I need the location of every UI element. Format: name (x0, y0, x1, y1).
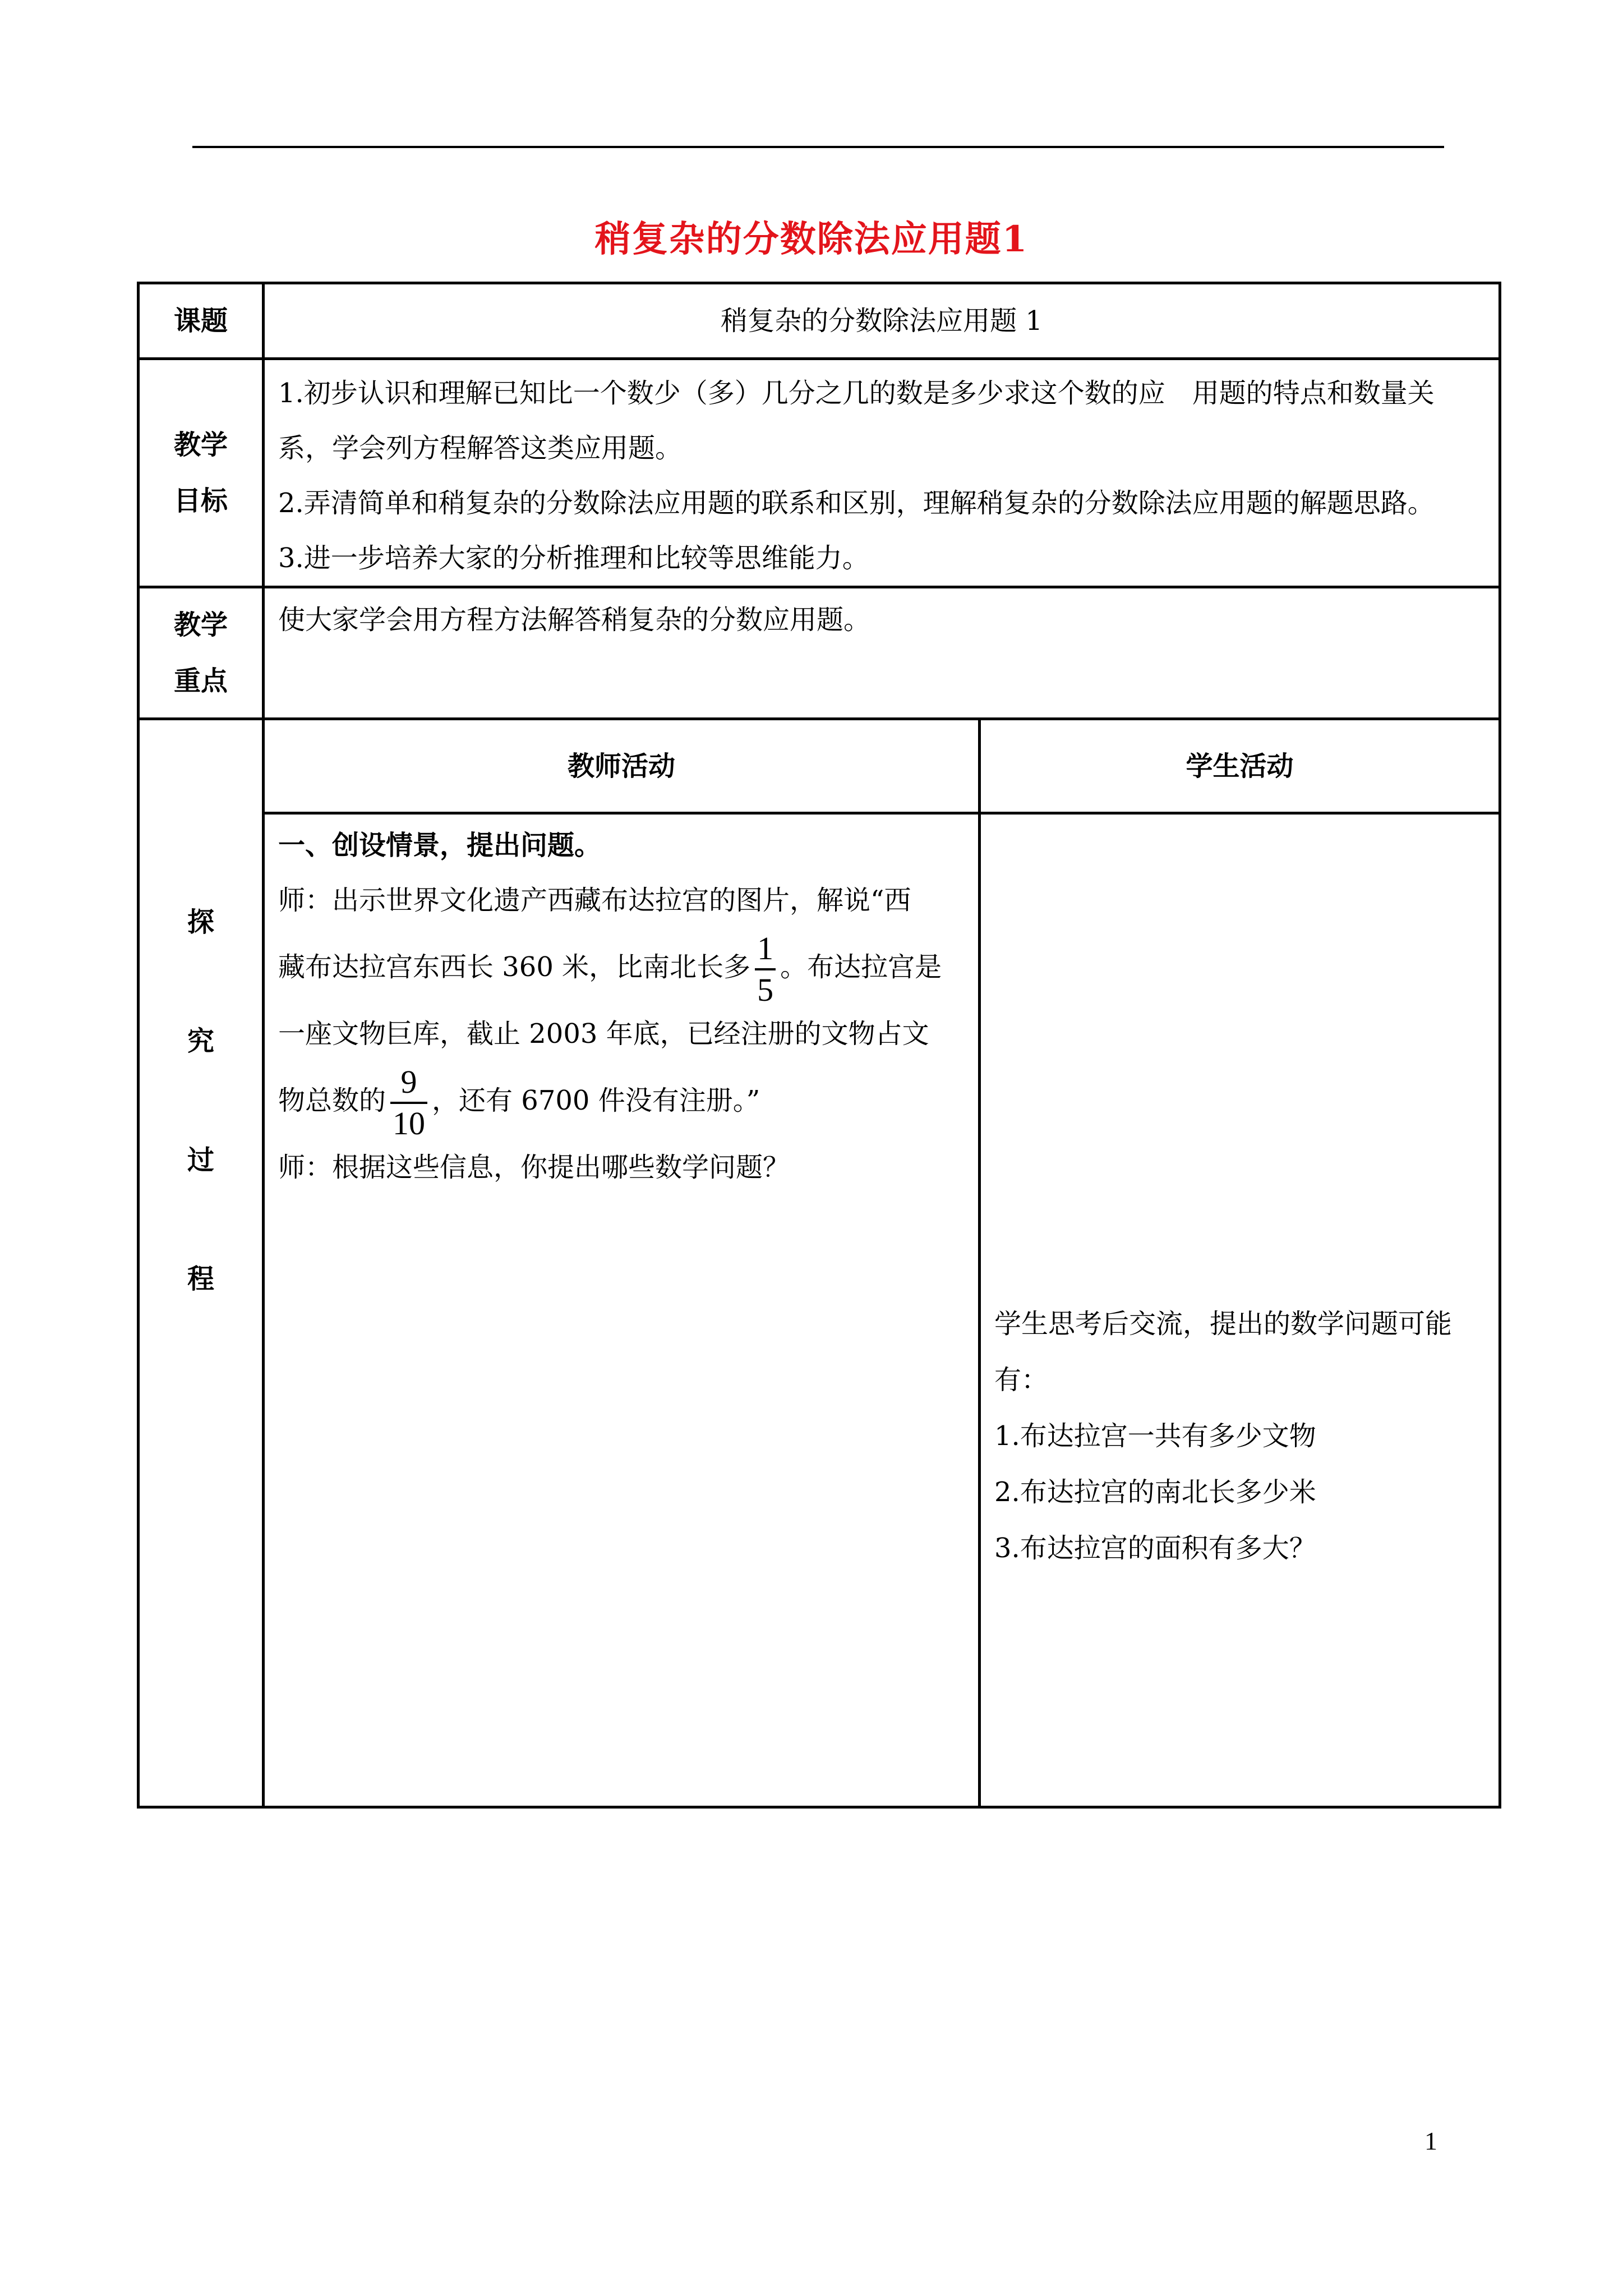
fraction-denominator: 5 (757, 971, 774, 1008)
section-heading: 一、创设情景，提出问题。 (278, 830, 602, 861)
key-points-label (139, 587, 264, 719)
fraction-nine-tenths (390, 1063, 427, 1142)
process-label-char: 探 (187, 907, 214, 938)
student-activity-content (980, 813, 1500, 1807)
page-number: 1 (1424, 2127, 1437, 2155)
fraction-denominator: 10 (393, 1105, 426, 1142)
key-points-label-line-2: 重点 (173, 665, 228, 697)
lesson-plan-table (137, 282, 1501, 1809)
topic-value: 稍复杂的分数除法应用题 1 (264, 283, 1500, 359)
document-title: 稍复杂的分数除法应用题1 (594, 218, 1029, 260)
goals-label-line-1: 教学 (173, 429, 228, 461)
teacher-activity-content (264, 813, 980, 1807)
teacher-text-segment: 物总数的 (278, 1085, 386, 1116)
teacher-activity-header: 教师活动 (264, 719, 980, 813)
process-header-row (139, 719, 1500, 813)
student-activity-header: 学生活动 (980, 719, 1500, 813)
goals-content (264, 359, 1500, 587)
key-points-label-line-1: 教学 (173, 609, 228, 641)
goal-item: 3.进一步培养大家的分析推理和比较等思维能力。 (278, 542, 869, 574)
teacher-text-segment: 。布达拉宫是 (780, 951, 942, 983)
process-label (139, 719, 264, 1807)
fraction-one-fifth (755, 932, 776, 1006)
key-points-value: 使大家学会用方程方法解答稍复杂的分数应用题。 (264, 587, 1500, 719)
goal-item: 1.初步认识和理解已知比一个数少（多）几分之几的数是多少求这个数的应 用题的特点和数量关系，学会列方程解答这类应用题。 (278, 378, 1435, 464)
teacher-text-segment: 藏布达拉宫东西长 360 米，比南北长多 (278, 951, 751, 983)
teacher-text-line (278, 1061, 965, 1140)
goals-label (139, 359, 264, 587)
goal-item: 2.弄清简单和稍复杂的分数除法应用题的联系和区别，理解稍复杂的分数除法应用题的解题思路。 (278, 487, 1435, 519)
process-label-char: 过 (187, 1144, 214, 1176)
key-points-row (139, 587, 1500, 719)
goals-row (139, 359, 1500, 587)
topic-label: 课题 (139, 283, 264, 359)
student-question: 2.布达拉宫的南北长多少米 (994, 1476, 1316, 1508)
header-rule (192, 146, 1444, 148)
student-question: 3.布达拉宫的面积有多大？ (994, 1533, 1316, 1564)
teacher-text-segment: ，还有 6700 件没有注册。” (432, 1085, 760, 1116)
teacher-question: 师：根据这些信息，你提出哪些数学问题？ (278, 1152, 790, 1183)
process-label-char: 究 (187, 1025, 214, 1057)
teacher-text-line (278, 928, 965, 1006)
goals-label-line-2: 目标 (173, 485, 228, 517)
fraction-numerator: 9 (390, 1066, 427, 1104)
student-text-line: 有： (994, 1364, 1049, 1396)
fraction-numerator: 1 (755, 932, 776, 970)
teacher-text-line: 一座文物巨库，截止 2003 年底，已经注册的文物占文 (278, 1018, 929, 1050)
student-question: 1.布达拉宫一共有多少文物 (994, 1420, 1316, 1452)
topic-row (139, 283, 1500, 359)
process-content-row (139, 813, 1500, 1807)
process-label-char: 程 (187, 1263, 214, 1295)
student-text-line: 学生思考后交流，提出的数学问题可能 (994, 1308, 1453, 1340)
teacher-text-line: 师：出示世界文化遗产西藏布达拉宫的图片，解说“西 (278, 885, 911, 916)
